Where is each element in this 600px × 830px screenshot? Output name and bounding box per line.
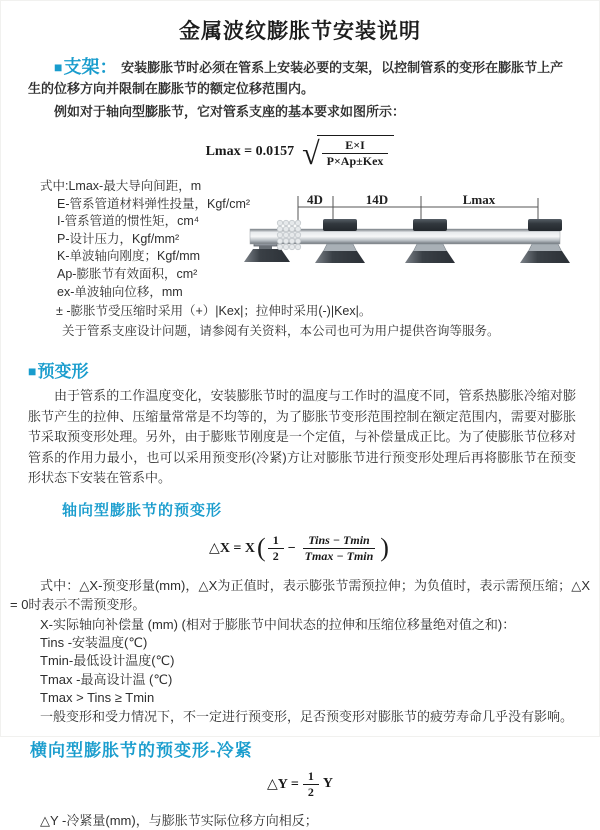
support-example-line: 例如对于轴向型膨胀节，它对管系支座的基本要求如图所示： [54, 104, 406, 119]
lateral-formula [0, 767, 600, 801]
lmax-fraction-numerator: E×I [345, 138, 365, 152]
lateral-half-denominator: 2 [307, 784, 314, 799]
lateral-desc: △Y -冷紧量(mm)，与膨胀节实际位移方向相反； [40, 813, 318, 829]
lateral-formula-rhs: Y [322, 776, 333, 792]
axial-formula [0, 528, 600, 570]
lmax-fraction [322, 138, 389, 169]
support-paragraph [28, 57, 574, 99]
sqrt-expression [302, 135, 394, 169]
definition-line: E-管系管道材料弹性投量，Kgf/cm² [57, 196, 251, 211]
tmax-definition: Tmax -最高设计温 (℃) [40, 671, 173, 687]
axial-desc: 式中：△X-预变形量(mm)，△X为正值时，表示膨张节需预拉伸；为负值时，表示需预压缩；△X = 0时表示不需预变形。 [10, 577, 590, 612]
lateral-formula-lhs: △Y = [267, 776, 299, 792]
definition-line: 式中:Lmax-最大导向间距，m [40, 179, 202, 193]
lateral-half-numerator: 1 [303, 769, 319, 785]
temperature-fraction [300, 533, 379, 564]
temperature-relation: Tmax > Tins ≥ Tmin [40, 690, 155, 706]
one-half-fraction [268, 533, 284, 564]
tmin-definition: Tmin-最低设计温度(℃) [40, 653, 175, 669]
sqrt-sign: √ [302, 135, 320, 171]
support-spacing-diagram [238, 193, 600, 269]
lateral-half-fraction [303, 769, 319, 800]
lmax-formula-lhs: Lmax = 0.0157 [205, 144, 295, 159]
support-section-label [54, 57, 117, 77]
half-denominator: 2 [272, 549, 279, 564]
lateral-heading: 横向型膨胀节的预变形-冷紧 [30, 741, 253, 761]
close-paren: ) [380, 532, 389, 562]
lmax-formula [0, 130, 600, 174]
diagram-label-lmax: Lmax [462, 193, 496, 207]
axial-note: 一般变形和受力情况下，不一定进行预变形，足否预变形对膨胀节的疲劳寿命几乎没有影响。 [40, 708, 574, 724]
half-numerator: 1 [268, 533, 284, 549]
lmax-fraction-denominator: P×Ap±Kex [322, 153, 389, 169]
definition-line: Ap-膨胀节有效面积，cm² [57, 266, 198, 281]
support-heading: 支架： [63, 57, 118, 77]
predeform-heading [28, 357, 600, 382]
definition-line: K-单波轴向刚度；Kgf/mm [57, 249, 201, 264]
section-bullet-icon: ■ [54, 59, 63, 75]
tins-definition: Tins -安装温度(℃) [40, 635, 148, 651]
page-title: 金属波纹膨胀节安装说明 [179, 20, 421, 43]
open-paren: ( [257, 532, 266, 562]
x-definition: X-实际轴向补偿量 (mm) (相对于膨胀节中间状态的拉伸和压缩位移量绝对值之和)： [40, 616, 516, 632]
service-note: 关于管系支座设计问题，请参阅有关资料，本公司也可为用户提供咨询等服务。 [62, 324, 500, 339]
minus-sign: − [287, 540, 296, 556]
axial-heading: 轴向型膨胀节的预变形 [62, 501, 223, 519]
bellows [277, 220, 300, 249]
sqrt-radicand [317, 135, 395, 169]
predeform-body: 由于管系的工作温度变化，安装膨胀节时的温度与工作时的温度不同，管系热膨胀冷缩对膨胀节产生的拉伸、压缩量常常是不均等的，为了膨胀节变形范围控制在额定范围内，需要对膨胀节采取预变形处理。另外，由于膨账节刚度是一个定值，与补偿量成正比。为了使膨胀节位移对管系的作用力最小，也可以采用预变形(冷紧)方让对膨胀节进行预变形处理后再将膨胀节在预变形状态下安装在管系中。 [28, 388, 576, 486]
diagram-label-14d: 14D [365, 193, 389, 207]
definition-line: ex-单波轴向位移，mm [57, 284, 183, 299]
axial-formula-lhs: △X = X [209, 541, 256, 557]
temp-numerator: Tins − Tmin [303, 533, 375, 549]
section-bullet-icon: ■ [28, 363, 37, 380]
definition-line: I-管系管道的惯性矩，cm⁴ [57, 214, 200, 229]
temp-denominator: Tmax − Tmin [304, 549, 374, 564]
predeform-heading-text: 预变形 [37, 362, 89, 382]
definition-line: P-设计压力，Kgf/mm² [57, 231, 180, 246]
plus-minus-note: ± -膨胀节受压缩时采用（+）|Kex|；拉伸时采用(-)|Kex|。 [56, 304, 372, 319]
support-intro-text: 安装膨胀节时必须在管系上安装必要的支架，以控制管系的变形在膨胀节上产生的位移方向并限制在膨胀节的额定位移范围内。 [28, 60, 564, 96]
diagram-label-4d: 4D [307, 193, 323, 207]
